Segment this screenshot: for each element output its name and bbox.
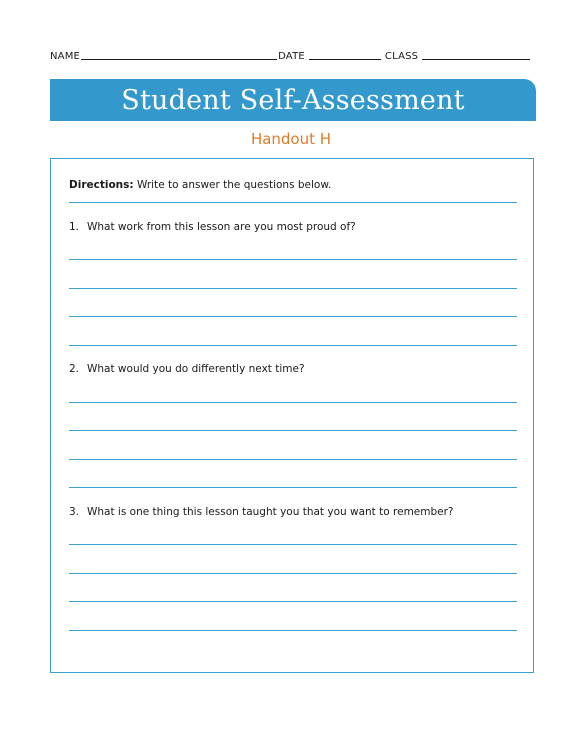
page-title: Student Self-Assessment	[121, 84, 465, 116]
date-label: DATE	[278, 51, 305, 62]
name-blank	[81, 49, 277, 60]
student-info-row	[50, 49, 538, 62]
answer-line[interactable]	[69, 259, 517, 260]
question-number: 1.	[69, 221, 80, 233]
question-number: 2.	[69, 363, 80, 375]
answer-line[interactable]	[69, 573, 517, 574]
answer-line[interactable]	[69, 459, 517, 460]
question-text: What work from this lesson are you most proud of?	[87, 221, 356, 233]
question-text: What would you do differently next time?	[87, 363, 305, 375]
name-label: NAME	[50, 51, 81, 62]
answer-line[interactable]	[69, 430, 517, 431]
directions-label: Directions:	[69, 179, 134, 191]
answer-line[interactable]	[69, 316, 517, 317]
question-3	[69, 506, 454, 518]
answer-box	[50, 158, 534, 673]
directions-text: Write to answer the questions below.	[133, 179, 332, 191]
answer-line[interactable]	[69, 487, 517, 488]
class-label: CLASS	[384, 51, 419, 62]
answer-line[interactable]	[69, 345, 517, 346]
answer-line[interactable]	[69, 288, 517, 289]
question-1	[69, 221, 356, 233]
title-banner	[50, 79, 536, 121]
question-2	[69, 363, 305, 375]
date-blank	[309, 49, 381, 60]
answer-line[interactable]	[69, 601, 517, 602]
question-number: 3.	[69, 506, 80, 518]
answer-line[interactable]	[69, 402, 517, 403]
class-blank	[422, 49, 530, 60]
handout-subtitle: Handout H	[250, 130, 332, 148]
answer-line[interactable]	[69, 630, 517, 631]
question-text: What is one thing this lesson taught you that you want to remember?	[87, 506, 454, 518]
directions-rule	[69, 202, 517, 203]
answer-line[interactable]	[69, 544, 517, 545]
directions	[69, 179, 331, 191]
